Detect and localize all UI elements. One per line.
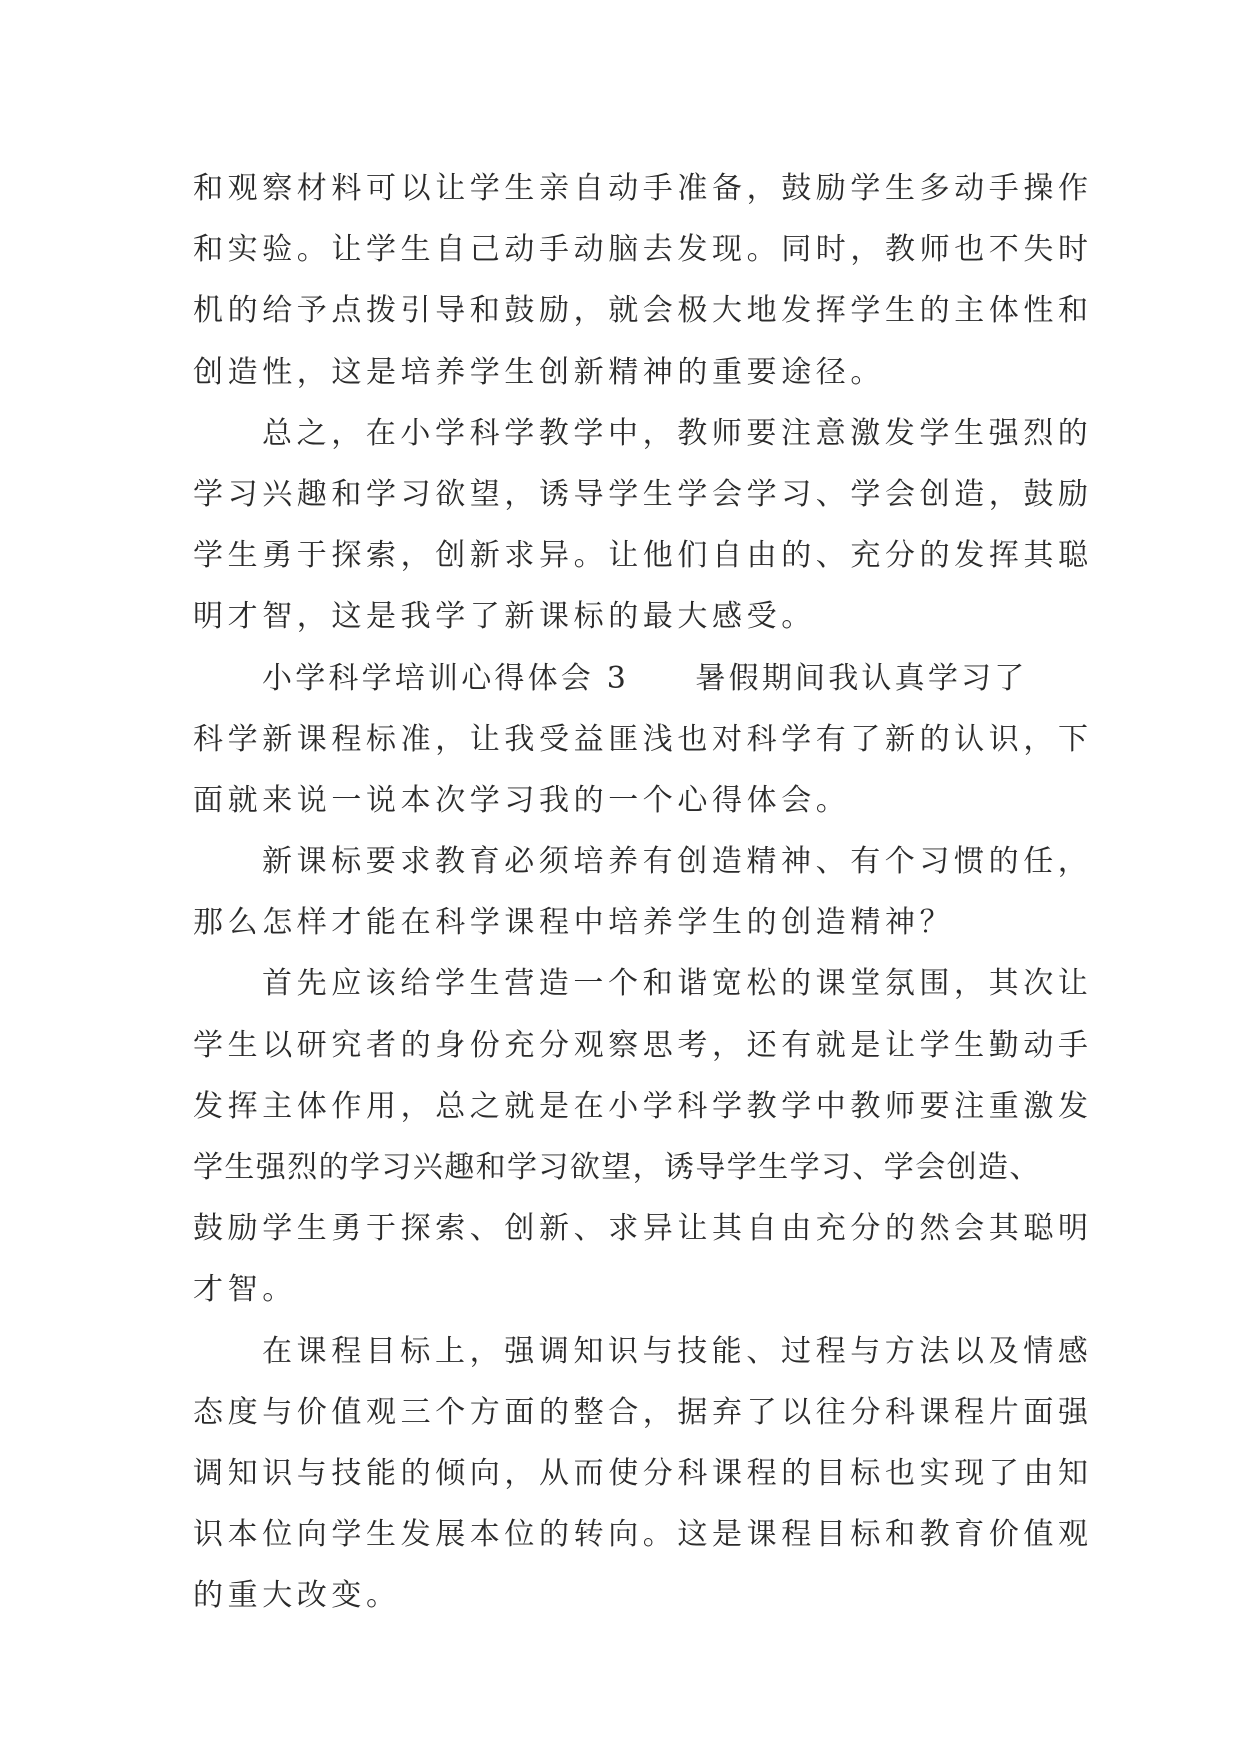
text-line: 学生强烈的学习兴趣和学习欲望，诱导学生学习、学会创造、 — [193, 1150, 1041, 1185]
text-line: 和观察材料可以让学生亲自动手准备，鼓励学生多动手操作 — [193, 171, 1093, 206]
document-body — [193, 158, 1093, 1627]
text-line: 学生以研究者的身份充分观察思考，还有就是让学生勤动手 — [193, 1027, 1093, 1063]
text-line: 科学新课程标准，让我受益匪浅也对科学有了新的认识，下 — [193, 721, 1093, 757]
text-line: 识本位向学生发展本位的转向。这是课程目标和教育价值观 — [193, 1517, 1093, 1553]
text-line: 才智。 — [193, 1272, 297, 1308]
paragraph-first-line: 在课程目标上，强调知识与技能、过程与方法以及情感 — [262, 1333, 1093, 1369]
text-line: 学习兴趣和学习欲望，诱导学生学会学习、学会创造，鼓励 — [193, 476, 1093, 512]
paragraph-first-line: 新课标要求教育必须培养有创造精神、有个习惯的任， — [262, 844, 1093, 880]
paragraph-first-line: 总之，在小学科学教学中，教师要注意激发学生强烈的 — [262, 415, 1093, 451]
text-line: 学生勇于探索，创新求异。让他们自由的、充分的发挥其聪 — [193, 538, 1093, 574]
section-heading-line: 小学科学培训心得体会 3 暑假期间我认真学习了 — [262, 660, 1028, 696]
text-line: 机的给予点拨引导和鼓励，就会极大地发挥学生的主体性和 — [193, 293, 1093, 329]
paragraph-first-line: 首先应该给学生营造一个和谐宽松的课堂氛围，其次让 — [262, 966, 1093, 1002]
text-line: 鼓励学生勇于探索、创新、求异让其自由充分的然会其聪明 — [193, 1211, 1093, 1247]
text-line: 明才智，这是我学了新课标的最大感受。 — [193, 599, 816, 635]
text-line: 的重大改变。 — [193, 1578, 401, 1614]
text-line: 和实验。让学生自己动手动脑去发现。同时，教师也不失时 — [193, 232, 1093, 268]
text-line: 那么怎样才能在科学课程中培养学生的创造精神？ — [193, 905, 955, 941]
text-line: 态度与价值观三个方面的整合，据弃了以往分科课程片面强 — [193, 1394, 1093, 1430]
text-line: 发挥主体作用，总之就是在小学科学教学中教师要注重激发 — [193, 1088, 1093, 1124]
text-line: 调知识与技能的倾向，从而使分科课程的目标也实现了由知 — [193, 1455, 1093, 1491]
text-line: 创造性，这是培养学生创新精神的重要途径。 — [193, 354, 885, 390]
text-line: 面就来说一说本次学习我的一个心得体会。 — [193, 782, 851, 818]
